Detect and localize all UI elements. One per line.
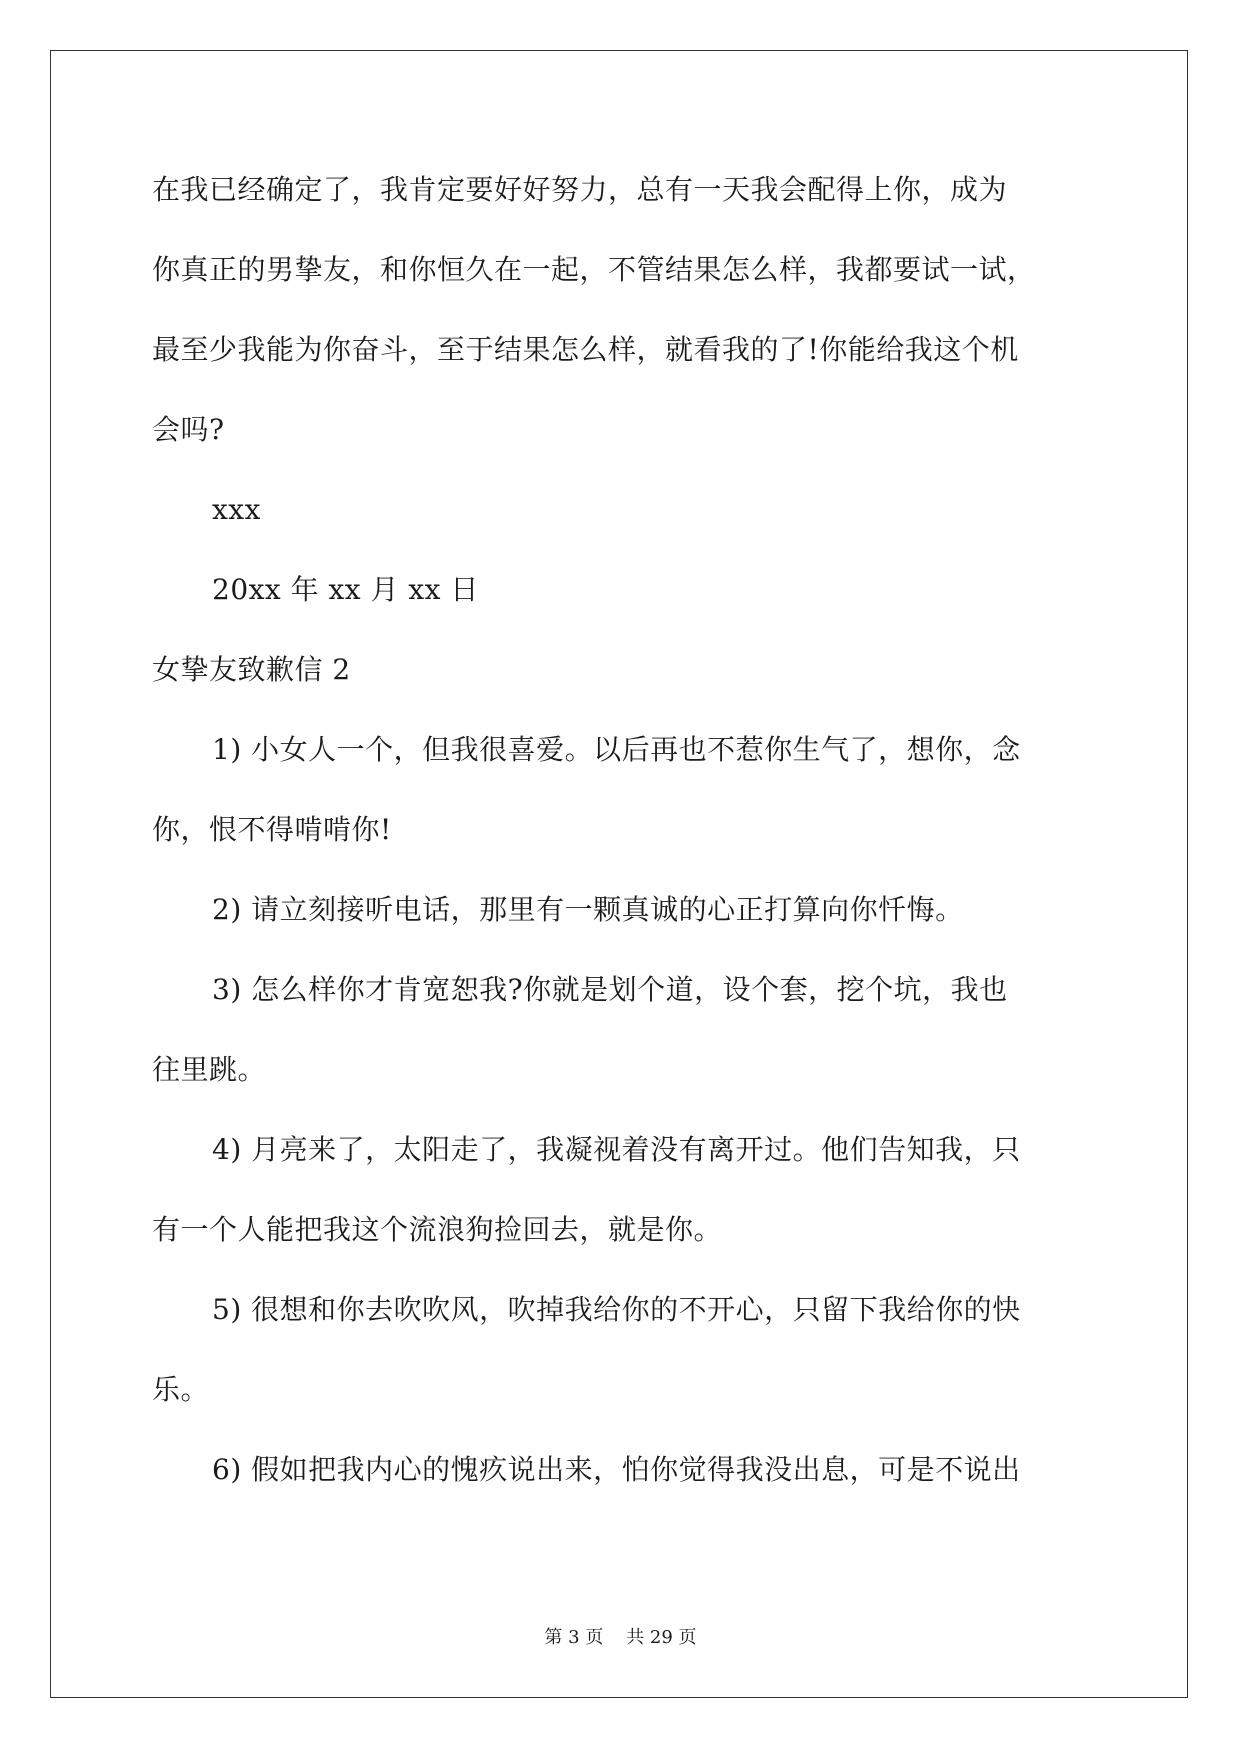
body-line: 会吗?: [152, 413, 225, 446]
body-line: 2) 请立刻接听电话，那里有一颗真诚的心正打算向你忏悔。: [212, 893, 964, 926]
date-line: 20xx 年 xx 月 xx 日: [212, 573, 479, 606]
body-line: 在我已经确定了，我肯定要好好努力，总有一天我会配得上你，成为: [152, 173, 1008, 206]
body-line: 6) 假如把我内心的愧疚说出来，怕你觉得我没出息，可是不说出: [212, 1453, 1021, 1486]
body-line: 4) 月亮来了，太阳走了，我凝视着没有离开过。他们告知我，只: [212, 1133, 1021, 1166]
body-line: 你真正的男挚友，和你恒久在一起，不管结果怎么样，我都要试一试，: [152, 253, 1036, 286]
body-line: 往里跳。: [152, 1053, 267, 1086]
body-line: 最至少我能为你奋斗，至于结果怎么样，就看我的了!你能给我这个机: [152, 333, 1019, 366]
body-line: 你，恨不得啃啃你!: [152, 813, 392, 846]
body-line: 有一个人能把我这个流浪狗捡回去，就是你。: [152, 1213, 723, 1246]
body-line: 5) 很想和你去吹吹风，吹掉我给你的不开心，只留下我给你的快: [212, 1293, 1021, 1326]
page-number: 第 3 页 共 29 页: [544, 1627, 697, 1648]
section-heading: 女挚友致歉信 2: [152, 653, 351, 686]
body-line: 1) 小女人一个，但我很喜爱。以后再也不惹你生气了，想你，念: [212, 733, 1021, 766]
signature: xxx: [212, 493, 261, 526]
body-line: 3) 怎么样你才肯宽恕我?你就是划个道，设个套，挖个坑，我也: [212, 973, 1008, 1006]
body-line: 乐。: [152, 1373, 210, 1406]
